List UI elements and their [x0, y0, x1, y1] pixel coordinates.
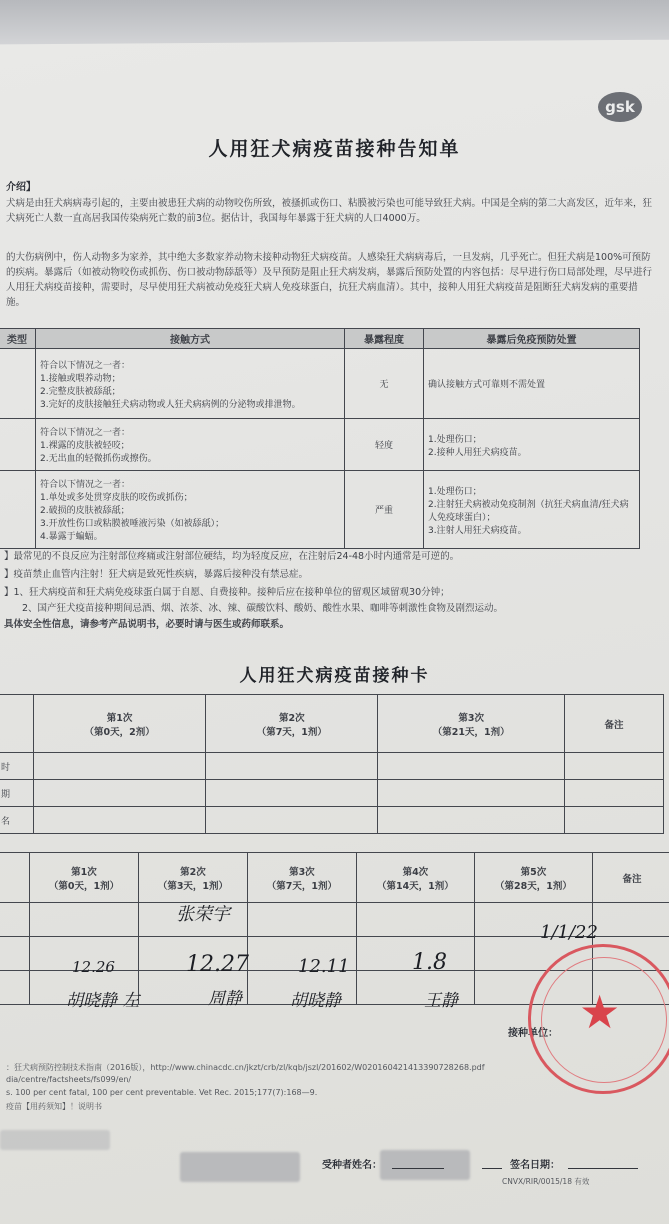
card1-cell	[565, 753, 664, 780]
card1-header-dose1	[34, 695, 206, 753]
card2-header-dose5	[474, 853, 592, 903]
card1-cell	[34, 807, 206, 834]
card1-header-dose2	[206, 695, 378, 753]
exposure-header-type: 类型	[0, 329, 36, 349]
card2-dose4-sub: （第14天，1剂）	[376, 880, 454, 892]
card1-dose2-label: 第2次	[278, 712, 305, 724]
reference-2: dia/centre/factsheets/fs099/en/	[6, 1075, 132, 1084]
card1-remark-label: 备注	[604, 719, 624, 731]
card2-header-dose3	[247, 853, 356, 903]
handwritten-date-3: 12.11	[298, 956, 350, 977]
exposure-action	[424, 419, 640, 471]
exposure-action	[424, 349, 640, 419]
card2-header-dose4	[356, 853, 474, 903]
exposure-contact-line: 2.完整皮肤被舔舐；	[40, 386, 121, 397]
notice-title: 人用狂犬病疫苗接种告知单	[208, 138, 461, 160]
recipient-name-line-2	[482, 1168, 502, 1169]
card2-cell	[356, 903, 474, 937]
card1-cell	[378, 807, 565, 834]
note-line: 具体安全性信息，请参考产品说明书，必要时请与医生或药师联系。	[4, 619, 290, 630]
card2-header-dose1	[30, 853, 139, 903]
vaccination-unit-label: 接种单位：	[508, 1028, 558, 1039]
exposure-contact-line: 1.接触或喂养动物；	[40, 373, 121, 384]
handwritten-remark-date: 1/1/22	[540, 922, 598, 943]
card2-dose2-label: 第2次	[180, 866, 206, 878]
exposure-header-contact: 接触方式	[36, 329, 345, 349]
exposure-header-degree: 暴露程度	[345, 329, 424, 349]
reference-4: 疫苗【用药须知】！说明书	[6, 1102, 102, 1111]
exposure-contact-line: 1.单处或多处贯穿皮肤的咬伤或抓伤；	[40, 493, 193, 503]
card1-dose1-label: 第1次	[106, 712, 133, 724]
handwritten-name: 张荣宇	[176, 904, 230, 925]
exposure-contact	[36, 471, 345, 549]
card1-row-label-2: 期	[0, 780, 34, 807]
blurred-region	[0, 1130, 110, 1150]
note-line: 】疫苗禁止血管内注射！狂犬病是致死性疾病，暴露后接种没有禁忌症。	[4, 569, 309, 580]
card1-dose3-sub: （第21天，1剂）	[432, 726, 510, 738]
exposure-degree: 无	[345, 349, 424, 419]
blurred-region	[380, 1150, 470, 1180]
handwritten-signature-3: 胡晓静	[290, 991, 341, 1011]
exposure-action-line: 2.接种人用狂犬病疫苗。	[428, 447, 527, 458]
card1-cell	[206, 780, 378, 807]
exposure-contact-line: 符合以下情况之一者：	[40, 360, 131, 371]
handwritten-signature-4: 王静	[424, 991, 458, 1011]
note-line: 】最常见的不良反应为注射部位疼痛或注射部位硬结，均为轻度反应，在注射后24-48小时内通常是可逆的。	[4, 551, 460, 562]
exposure-contact	[36, 419, 345, 471]
card1-cell	[378, 753, 565, 780]
card1-cell	[565, 807, 664, 834]
reference-3: s. 100 per cent fatal, 100 per cent preventable. Vet Rec. 2015;177(7):168—9.	[6, 1088, 318, 1097]
exposure-contact-line: 3.完好的皮肤接触狂犬病动物或人狂犬病病例的分泌物或排泄物。	[40, 399, 301, 410]
card2-dose1-sub: （第0天，1剂）	[48, 880, 120, 892]
card1-dose2-sub: （第7天，1剂）	[256, 726, 327, 738]
exposure-action-line: 2.注射狂犬病被动免疫制剂（抗狂犬病血清/狂犬病人免疫球蛋白）；	[428, 499, 629, 523]
card2-header-dose2	[138, 853, 247, 903]
card2-corner	[0, 853, 30, 903]
card1-row-label-1: 时	[0, 753, 34, 780]
note-line: 2、国产狂犬疫苗接种期间忌酒、烟、浓茶、冰、辣、碳酸饮料、酸奶、酸性水果、咖啡等刺激性食物及剧烈运动。	[22, 603, 504, 614]
card1-cell	[378, 780, 565, 807]
card1-row-label-3: 名	[0, 807, 34, 834]
card1-dose1-sub: （第0天，2剂）	[84, 726, 155, 738]
card1-header-dose3	[378, 695, 565, 753]
exposure-action	[424, 471, 640, 549]
exposure-contact-line: 3.开放性伤口或粘膜被唾液污染（如被舔舐）；	[40, 519, 225, 529]
handwritten-signature-1: 胡晓静 左	[66, 991, 140, 1011]
card2-dose1-label: 第1次	[71, 866, 97, 878]
card2-dose4-label: 第4次	[402, 866, 429, 878]
card2-dose3-sub: （第7天，1剂）	[266, 880, 337, 892]
reference-1: ：狂犬病预防控制技术指南（2016版），http://www.chinacdc.cn/jkzt/crb/zl/kqb/jszl/201602/W020160421413390728268.pdf	[6, 1063, 485, 1072]
clinic-seal-stamp	[528, 944, 669, 1094]
handwritten-date-2: 12.27	[186, 952, 249, 977]
card2-cell	[0, 937, 30, 971]
exposure-contact-line: 符合以下情况之一者：	[40, 428, 131, 438]
sign-date-line	[568, 1168, 638, 1169]
exposure-contact-line: 符合以下情况之一者：	[40, 480, 131, 490]
handwritten-signature-2: 周静	[208, 989, 242, 1009]
card2-dose5-sub: （第28天，1剂）	[495, 880, 572, 892]
exposure-contact-line: 4.暴露于蝙蝠。	[40, 532, 103, 542]
card2-dose2-sub: （第3天，1剂）	[157, 880, 229, 892]
card1-corner	[0, 695, 34, 753]
exposure-degree: 严重	[345, 471, 424, 549]
card2-header-remark	[593, 853, 669, 903]
document-code: CNVX/RIR/0015/18 有效	[502, 1177, 590, 1186]
card2-dose5-label: 第5次	[520, 866, 547, 878]
vaccination-card-1	[0, 694, 664, 834]
intro-paragraph-2: 的大伤病例中，伤人动物多为家养，其中绝大多数家养动物未接种动物狂犬病疫苗。人感染狂犬病病毒后，一旦发病，几乎死亡。但狂犬病是100%可预防的疾病。暴露后（如被动物咬伤或抓伤、伤口被动物舔舐等）及早预防是阻止狂犬病发病，暴露后预防处置的内容包括：尽早进行伤口局部处理，尽早进行人用狂犬病疫苗接种，需要时，尽早使用狂犬病被动免疫狂犬病人免疫球蛋白，抗狂犬病血清）。其中，接种人用狂犬病疫苗是阻断狂犬病发病的重要措施。	[6, 252, 653, 308]
exposure-row	[0, 471, 640, 549]
note-line: 】1、狂犬病疫苗和狂犬病免疫球蛋白属于自愿、自费接种。接种后应在接种单位的留观区域留观30分钟；	[4, 587, 450, 598]
exposure-header-action: 暴露后免疫预防处置	[424, 329, 640, 349]
card2-cell	[30, 903, 139, 937]
exposure-type	[0, 419, 36, 471]
exposure-action-line: 确认接触方式可靠则不需处置	[428, 380, 546, 390]
card1-cell	[34, 753, 206, 780]
recipient-name-line	[392, 1168, 444, 1169]
card2-cell	[593, 903, 669, 937]
intro-paragraph-1: 犬病是由狂犬病病毒引起的，主要由被患狂犬病的动物咬伤所致，被搔抓或伤口、粘膜被污染也可能导致狂犬病。中国是全病的第二大高发区，近年来，狂犬病死亡人数一直高居我国传染病死亡数的前3位。据估计，我国每年暴露于狂犬病的人口4000万。	[6, 198, 653, 224]
exposure-row	[0, 419, 640, 471]
exposure-table	[0, 328, 640, 549]
card1-dose3-label: 第3次	[458, 712, 485, 724]
card1-cell	[565, 780, 664, 807]
handwritten-date-4: 1.8	[412, 950, 447, 975]
intro-heading: 介绍】	[6, 182, 36, 193]
exposure-action-line: 3.注射人用狂犬病疫苗。	[428, 525, 527, 536]
exposure-type	[0, 471, 36, 549]
exposure-contact-line: 2.无出血的轻微抓伤或擦伤。	[40, 454, 157, 464]
card2-dose3-label: 第3次	[289, 866, 315, 878]
card1-cell	[206, 753, 378, 780]
sign-date-label: 签名日期：	[510, 1160, 560, 1171]
exposure-contact-line: 1.裸露的皮肤被轻咬；	[40, 441, 130, 451]
card1-header-remark	[565, 695, 664, 753]
recipient-name-label: 受种者姓名：	[322, 1160, 382, 1171]
card2-cell	[247, 903, 356, 937]
gsk-logo: gsk	[598, 92, 642, 122]
seal-star-icon: ★	[579, 985, 621, 1039]
card1-cell	[206, 807, 378, 834]
exposure-row	[0, 349, 640, 419]
exposure-action-line: 1.处理伤口；	[428, 434, 482, 445]
handwritten-date-1: 12.26	[72, 958, 115, 976]
exposure-type	[0, 349, 36, 419]
card2-cell	[0, 971, 30, 1005]
exposure-degree: 轻度	[345, 419, 424, 471]
card1-cell	[34, 780, 206, 807]
exposure-action-line: 1.处理伤口；	[428, 486, 482, 497]
blurred-region	[180, 1152, 300, 1182]
exposure-contact-line: 2.破损的皮肤被舔舐；	[40, 506, 130, 516]
exposure-contact	[36, 349, 345, 419]
card2-remark-label: 备注	[622, 873, 642, 885]
card2-cell	[0, 903, 30, 937]
card-title: 人用狂犬病疫苗接种卡	[239, 666, 430, 686]
